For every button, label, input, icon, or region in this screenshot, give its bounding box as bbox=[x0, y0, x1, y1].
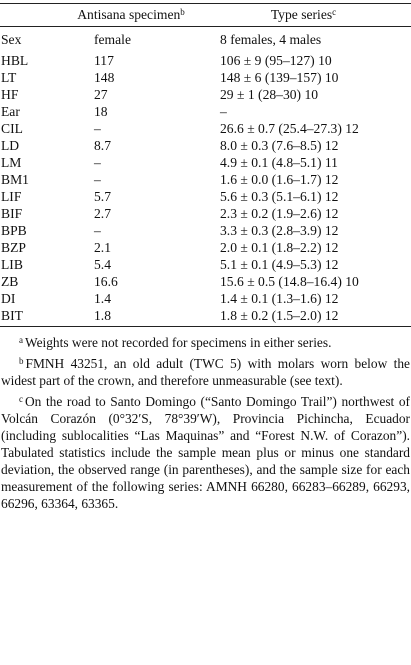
cell-type-series: – bbox=[220, 104, 227, 119]
header-variable bbox=[0, 4, 66, 27]
table-row bbox=[0, 273, 411, 290]
measurements-table bbox=[0, 3, 411, 327]
table-row bbox=[0, 52, 411, 69]
cell-variable: DI bbox=[1, 291, 16, 306]
cell-specimen: 1.8 bbox=[66, 307, 196, 327]
header-type-series-footnote-mark: c bbox=[332, 7, 337, 17]
cell-variable: CIL bbox=[1, 121, 23, 136]
cell-type-series: 2.3 ± 0.2 (1.9–2.6) 12 bbox=[220, 206, 339, 221]
table-row bbox=[0, 307, 411, 327]
table-row-sex bbox=[0, 27, 411, 53]
table-row bbox=[0, 171, 411, 188]
table-row bbox=[0, 137, 411, 154]
cell-specimen: 117 bbox=[94, 53, 114, 68]
cell-variable: Ear bbox=[1, 104, 20, 119]
cell-variable: LIF bbox=[1, 189, 22, 204]
cell-specimen: – bbox=[94, 155, 101, 170]
cell-variable: HBL bbox=[1, 53, 29, 68]
cell-variable: LT bbox=[1, 70, 17, 85]
table-row bbox=[0, 154, 411, 171]
cell-variable: LD bbox=[1, 138, 20, 153]
cell-variable: BPB bbox=[1, 223, 27, 238]
cell-specimen: – bbox=[94, 223, 101, 238]
cell-specimen: – bbox=[94, 121, 101, 136]
cell-specimen: 148 bbox=[94, 70, 115, 85]
footnote-text: FMNH 43251, an old adult (TWC 5) with molars worn below the widest part of the crown, and therefore unmeasurable (see text). bbox=[1, 356, 410, 388]
cell-type-series: 5.1 ± 0.1 (4.9–5.3) 12 bbox=[220, 257, 339, 272]
cell-variable: BM1 bbox=[1, 172, 29, 187]
cell-type-series: 1.8 ± 0.2 (1.5–2.0) 12 bbox=[196, 307, 411, 327]
table-row bbox=[0, 290, 411, 307]
footnote-text: On the road to Santo Domingo (“Santo Domingo Trail”) northwest of Volcán Corazón (0°32′S, 78°39′W), Provincia Pichincha, Ecuador (including sublocalities “Las Maquinas” and “Forest N.W. of Corazon”). Tabulated statistics include the sample mean plus or minus one standard deviation, the observed range (in parentheses), and the sample size for each measurement of the following series: AMNH 66280, 66283–66289, 66293, 66296, 63364, 63365. bbox=[1, 394, 410, 511]
table-row bbox=[0, 103, 411, 120]
footnote bbox=[1, 393, 410, 512]
cell-specimen: 2.1 bbox=[94, 240, 111, 255]
table-row bbox=[0, 120, 411, 137]
cell-type-series: 29 ± 1 (28–30) 10 bbox=[220, 87, 319, 102]
header-type-series-label: Type series bbox=[270, 7, 333, 22]
cell-variable: Sex bbox=[1, 32, 22, 47]
cell-variable: LIB bbox=[1, 257, 23, 272]
cell-specimen: – bbox=[94, 172, 101, 187]
cell-specimen: 18 bbox=[94, 104, 108, 119]
cell-variable: HF bbox=[1, 87, 19, 102]
cell-specimen: 1.4 bbox=[94, 291, 111, 306]
table-row bbox=[0, 205, 411, 222]
footnote-text: Weights were not recorded for specimens in either series. bbox=[25, 335, 332, 350]
cell-type-series: 106 ± 9 (95–127) 10 bbox=[220, 53, 332, 68]
header-specimen-label: Antisana specimen bbox=[77, 7, 181, 22]
cell-type-series: 15.6 ± 0.5 (14.8–16.4) 10 bbox=[220, 274, 359, 289]
cell-type-series: 8.0 ± 0.3 (7.6–8.5) 12 bbox=[220, 138, 339, 153]
cell-specimen: 5.7 bbox=[94, 189, 111, 204]
cell-variable: BZP bbox=[1, 240, 26, 255]
cell-type-series: 148 ± 6 (139–157) 10 bbox=[220, 70, 339, 85]
cell-variable: LM bbox=[1, 155, 22, 170]
cell-type-series: 1.4 ± 0.1 (1.3–1.6) 12 bbox=[220, 291, 339, 306]
footnote-mark: b bbox=[19, 356, 24, 366]
cell-type-series: 4.9 ± 0.1 (4.8–5.1) 11 bbox=[220, 155, 338, 170]
cell-specimen: 8.7 bbox=[94, 138, 111, 153]
table-footnotes bbox=[0, 334, 411, 512]
table-row bbox=[0, 69, 411, 86]
cell-specimen: 27 bbox=[94, 87, 108, 102]
cell-type-series: 2.0 ± 0.1 (1.8–2.2) 12 bbox=[220, 240, 339, 255]
cell-specimen: 2.7 bbox=[94, 206, 111, 221]
table-header-row bbox=[0, 4, 411, 27]
table-row bbox=[0, 256, 411, 273]
cell-type-series: 8 females, 4 males bbox=[220, 32, 322, 47]
header-specimen bbox=[66, 4, 196, 27]
cell-specimen: female bbox=[94, 32, 131, 47]
header-type-series bbox=[196, 4, 411, 27]
footnote-mark: a bbox=[19, 335, 23, 345]
table-row bbox=[0, 239, 411, 256]
cell-variable: BIF bbox=[1, 206, 23, 221]
table-row bbox=[0, 222, 411, 239]
cell-type-series: 26.6 ± 0.7 (25.4–27.3) 12 bbox=[220, 121, 359, 136]
cell-variable: ZB bbox=[1, 274, 19, 289]
cell-type-series: 1.6 ± 0.0 (1.6–1.7) 12 bbox=[220, 172, 339, 187]
cell-specimen: 16.6 bbox=[94, 274, 118, 289]
table-row bbox=[0, 188, 411, 205]
footnote-mark: c bbox=[19, 394, 23, 404]
table-body bbox=[0, 27, 411, 327]
header-specimen-footnote-mark: b bbox=[180, 7, 185, 17]
table-row bbox=[0, 86, 411, 103]
footnote bbox=[1, 355, 410, 389]
cell-type-series: 3.3 ± 0.3 (2.8–3.9) 12 bbox=[220, 223, 339, 238]
cell-type-series: 5.6 ± 0.3 (5.1–6.1) 12 bbox=[220, 189, 339, 204]
cell-specimen: 5.4 bbox=[94, 257, 111, 272]
cell-variable: BIT bbox=[0, 307, 66, 327]
footnote bbox=[1, 334, 410, 351]
